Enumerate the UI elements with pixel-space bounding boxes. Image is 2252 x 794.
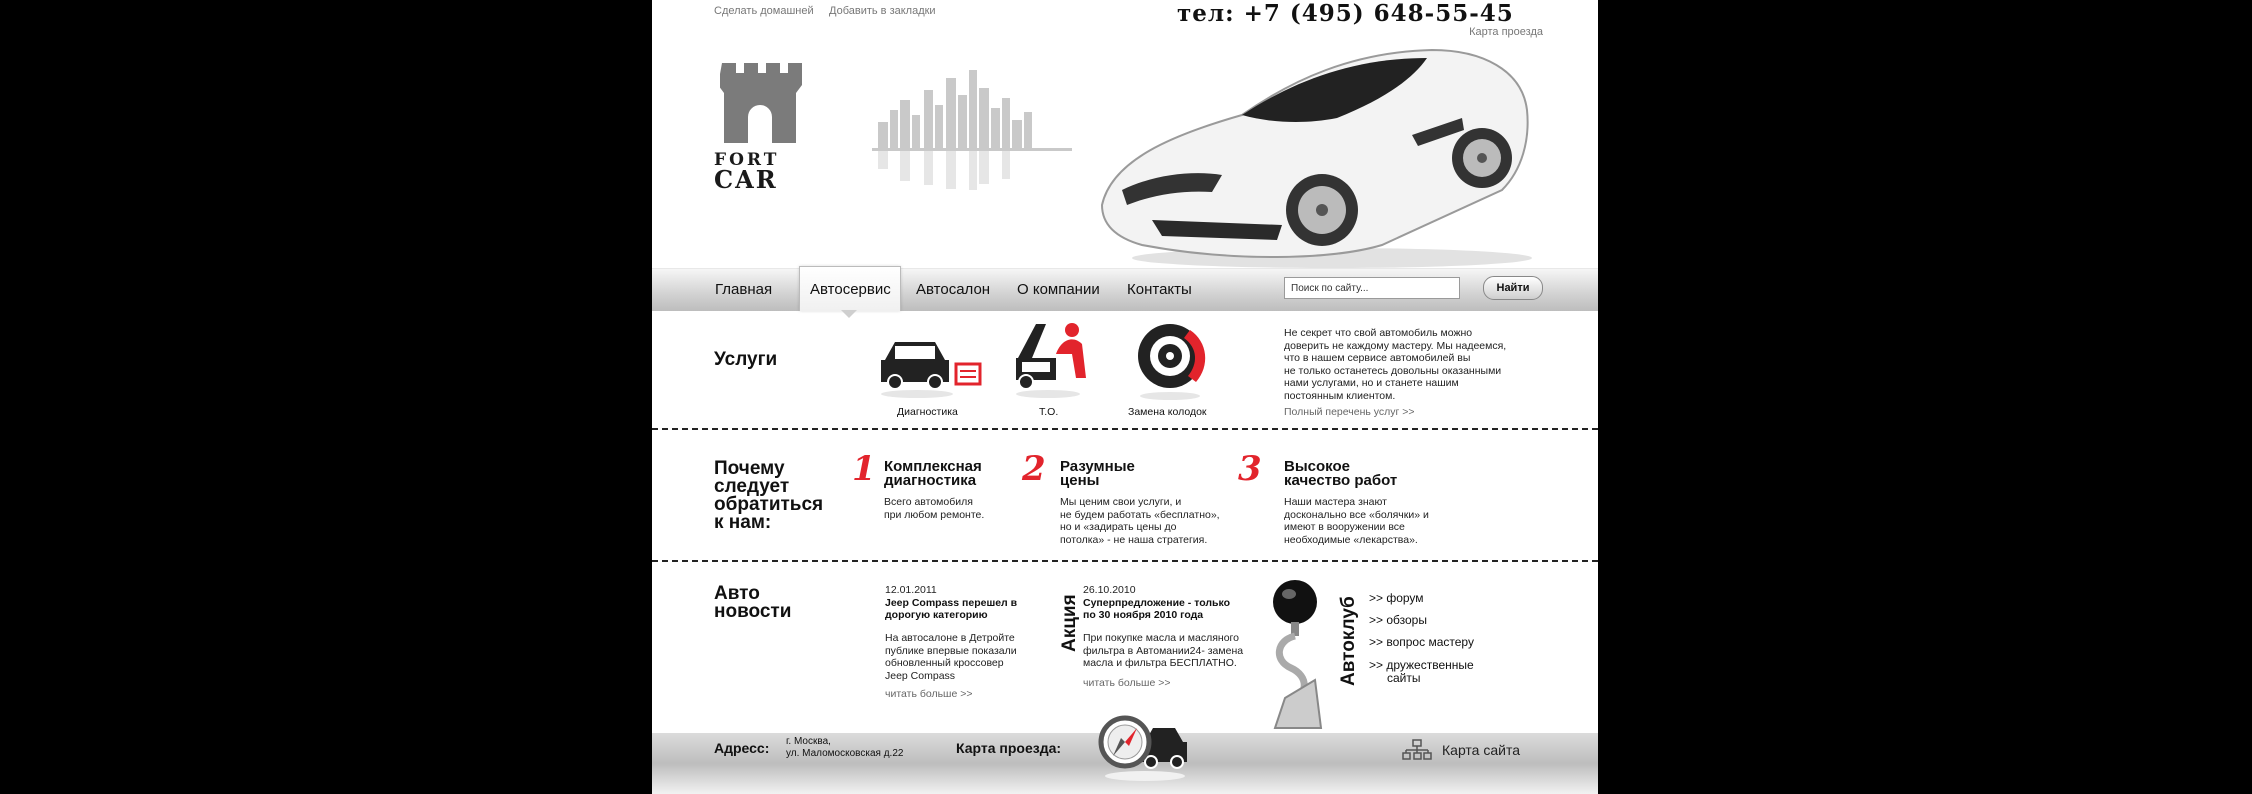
news-headline[interactable]: Jeep Compass перешел в дорогую категорию: [885, 597, 1018, 621]
club-link-friendly-sites[interactable]: >> дружественные: [1369, 658, 1474, 672]
why-number-3: 3: [1238, 449, 1262, 489]
sitemap-link[interactable]: Карта сайта: [1442, 742, 1520, 758]
tower-logo-icon: [720, 63, 810, 143]
search-input[interactable]: [1284, 277, 1460, 299]
club-link-forum[interactable]: >> форум: [1369, 591, 1424, 605]
search-button[interactable]: Найти: [1483, 276, 1543, 300]
nav-item-autosalon[interactable]: Автосалон: [916, 281, 991, 298]
services-title: Услуги: [714, 349, 778, 370]
why-item-2-text: Мы ценим свои услуги, и не будем работать «бесплатно», но и «задирать цены до потолка» - не наша стратегия.: [1060, 496, 1220, 546]
news-date: 12.01.2011: [885, 584, 937, 596]
phone-number: тел: +7 (495) 648-55-45: [1177, 0, 1514, 27]
why-item-1-text: Всего автомобиля при любом ремонте.: [884, 496, 985, 521]
footer-map-label: Карта проезда:: [956, 740, 1062, 756]
service-caption-maintenance[interactable]: Т.О.: [1039, 406, 1059, 418]
maintenance-icon[interactable]: [1012, 318, 1092, 400]
nav-active-arrow: [841, 310, 857, 318]
logo-text-car: CAR: [714, 165, 778, 194]
club-link-reviews[interactable]: >> обзоры: [1369, 613, 1427, 627]
nav-item-home[interactable]: Главная: [715, 281, 773, 298]
club-link-ask-master[interactable]: >> вопрос мастеру: [1369, 635, 1474, 649]
sitemap-icon[interactable]: [1402, 739, 1432, 761]
why-number-2: 2: [1022, 449, 1046, 489]
news-title: Авто новости: [714, 583, 792, 622]
club-label: Автоклуб: [1338, 596, 1359, 686]
nav-item-about[interactable]: О компании: [1017, 281, 1100, 298]
logo-text-fort: FORT: [714, 150, 780, 170]
promo-label: Акция: [1059, 594, 1080, 652]
divider-2: [652, 560, 1598, 562]
compass-car-icon[interactable]: [1095, 712, 1190, 784]
nav-item-autoservice[interactable]: Автосервис: [810, 281, 891, 298]
promo-headline[interactable]: Суперпредложение - только по 30 ноября 2010 года: [1083, 597, 1231, 621]
services-description: Не секрет что свой автомобиль можно доверить не каждому мастеру. Мы надеемся, что в нашем сервисе автомобилей вы не только останетесь довольны оказанными нами услугами, но и станете нашим постоянным клиентом.: [1284, 327, 1507, 402]
promo-text: При покупке масла и масляного фильтра в Автомании24- замена масла и фильтра БЕСПЛАТНО.: [1083, 632, 1244, 669]
nav-item-contacts[interactable]: Контакты: [1127, 281, 1192, 298]
page: [652, 0, 1598, 794]
bookmark-link[interactable]: Добавить в закладки: [829, 5, 936, 17]
why-item-2-title: Разумные цены: [1060, 458, 1135, 489]
news-item: [885, 584, 1035, 682]
services-more-link[interactable]: Полный перечень услуг >>: [1284, 406, 1415, 418]
service-caption-brake-pads[interactable]: Замена колодок: [1128, 406, 1207, 418]
why-item-3-title: Высокое качество работ: [1284, 458, 1398, 489]
make-home-link[interactable]: Сделать домашней: [714, 5, 814, 17]
brake-pads-icon[interactable]: [1132, 320, 1214, 402]
why-item-1-title: Комплексная диагностика: [884, 458, 982, 489]
horn-icon: [1265, 580, 1340, 730]
promo-date: 26.10.2010: [1083, 584, 1136, 596]
promo-more-link[interactable]: читать больше >>: [1083, 677, 1171, 689]
sports-car-image: [1082, 40, 1542, 270]
news-text: На автосалоне в Детройте публике впервые показали обновленный кроссовер Jeep Compass: [885, 632, 1017, 682]
city-skyline-image: [872, 60, 1072, 190]
map-link[interactable]: Карта проезда: [1469, 26, 1543, 38]
why-title: Почему следует обратиться к нам:: [714, 458, 824, 533]
promo-item: [1083, 584, 1258, 670]
club-link-friendly-sites-cont[interactable]: сайты: [1387, 671, 1421, 685]
why-number-1: 1: [852, 449, 876, 489]
why-item-3-text: Наши мастера знают досконально все «болячки» и имеют в вооружении все необходимые «лекарства».: [1284, 496, 1429, 546]
news-more-link[interactable]: читать больше >>: [885, 688, 973, 700]
service-caption-diagnostics[interactable]: Диагностика: [897, 406, 958, 418]
diagnostics-icon[interactable]: [877, 330, 987, 400]
footer-address-label: Адресс:: [714, 740, 770, 756]
footer-address: г. Москва, ул. Маломосковская д.22: [786, 736, 904, 759]
divider-1: [652, 428, 1598, 430]
